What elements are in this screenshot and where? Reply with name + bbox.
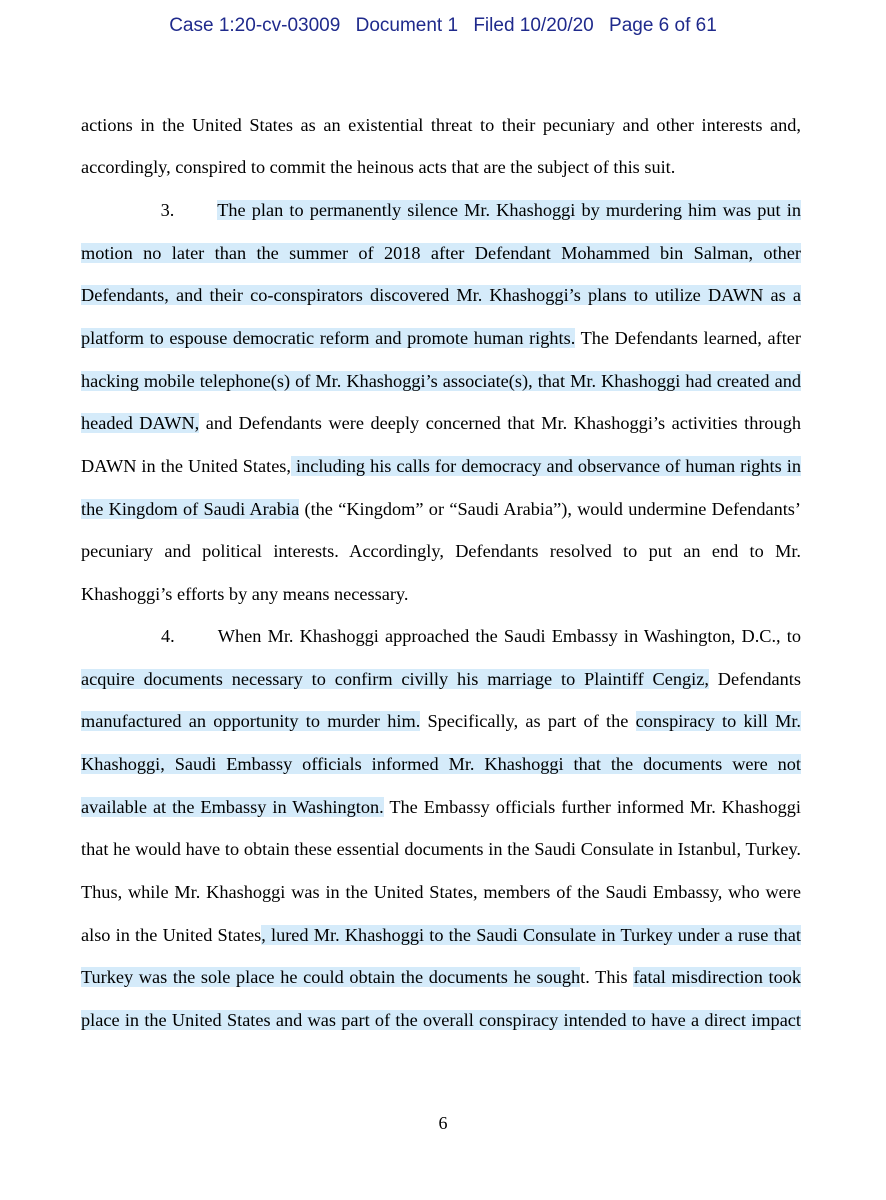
text-segment: t. This <box>580 967 634 987</box>
text-line <box>81 323 801 353</box>
highlighted-text: motion no later than the summer of 2018 after Defendant Mohammed bin Salman, other <box>81 243 801 263</box>
highlighted-text: available at the Embassy in Washington. <box>81 797 384 817</box>
text-segment: The Embassy officials further informed Mr. Khashoggi <box>383 797 801 817</box>
highlighted-text: fatal misdirection took <box>633 967 801 987</box>
text-line <box>81 621 801 651</box>
text-segment: actions in the United States as an existential threat to their pecuniary and other interests and, <box>81 115 801 135</box>
text-segment: also in the United States <box>81 925 262 945</box>
text-line <box>81 238 801 268</box>
text-line <box>81 706 801 736</box>
text-line <box>81 749 801 779</box>
highlighted-text: Turkey was the sole place he could obtain the documents he sough <box>81 967 581 987</box>
highlighted-text: conspiracy to kill Mr. <box>635 711 801 731</box>
text-line <box>81 451 801 481</box>
text-line <box>81 110 801 140</box>
highlighted-text: headed DAWN, <box>81 413 200 433</box>
text-line <box>81 1005 801 1035</box>
highlighted-text: Defendants, and their co-conspirators discovered Mr. Khashoggi’s plans to utilize DAWN as a <box>81 285 801 305</box>
text-segment: Defendants <box>708 669 801 689</box>
document-number: Document 1 <box>355 15 459 36</box>
case-number: Case 1:20-cv-03009 <box>169 15 341 36</box>
text-segment: Thus, while Mr. Khashoggi was in the United States, members of the Saudi Embassy, who were <box>81 882 801 902</box>
highlighted-text: including his calls for democracy and observance of human rights in <box>291 456 801 476</box>
text-segment: Specifically, as part of the <box>420 711 636 731</box>
text-line <box>81 195 801 225</box>
text-line <box>81 152 801 182</box>
highlighted-text: hacking mobile telephone(s) of Mr. Khashoggi’s associate(s), that Mr. Khashoggi had created and <box>81 371 801 391</box>
highlighted-text: , lured Mr. Khashoggi to the Saudi Consulate in Turkey under a ruse that <box>261 925 801 945</box>
text-line <box>81 792 801 822</box>
page-indicator: Page 6 of 61 <box>609 15 717 36</box>
text-segment: 4. When Mr. Khashoggi approached the Saudi Embassy in Washington, D.C., to <box>81 626 801 646</box>
text-line <box>81 408 801 438</box>
text-segment: and Defendants were deeply concerned that Mr. Khashoggi’s activities through <box>199 413 801 433</box>
text-segment: The Defendants learned, after <box>575 328 801 348</box>
text-line <box>81 834 801 864</box>
text-line <box>81 536 801 566</box>
highlighted-text: platform to espouse democratic reform and promote human rights. <box>81 328 576 348</box>
text-line <box>81 494 801 524</box>
text-line <box>81 366 801 396</box>
text-line <box>81 280 801 310</box>
text-line <box>81 579 801 609</box>
text-segment: 3. <box>81 200 218 220</box>
text-line <box>81 664 801 694</box>
text-segment: Khashoggi’s efforts by any means necessary. <box>81 584 409 604</box>
text-segment: that he would have to obtain these essential documents in the Saudi Consulate in Istanbul, Turkey. <box>81 839 801 859</box>
filed-date: Filed 10/20/20 <box>473 15 594 36</box>
highlighted-text: place in the United States and was part of the overall conspiracy intended to have a direct impact <box>81 1010 801 1030</box>
text-segment: (the “Kingdom” or “Saudi Arabia”), would undermine Defendants’ <box>299 499 802 519</box>
highlighted-text: The plan to permanently silence Mr. Khashoggi by murdering him was put in <box>217 200 801 220</box>
highlighted-text: acquire documents necessary to confirm civilly his marriage to Plaintiff Cengiz, <box>81 669 709 689</box>
text-line <box>81 920 801 950</box>
case-header <box>0 15 886 37</box>
text-segment: accordingly, conspired to commit the heinous acts that are the subject of this suit. <box>81 157 676 177</box>
highlighted-text: manufactured an opportunity to murder him. <box>81 711 421 731</box>
text-line <box>81 962 801 992</box>
highlighted-text: Khashoggi, Saudi Embassy officials informed Mr. Khashoggi that the documents were not <box>81 754 801 774</box>
text-segment: pecuniary and political interests. Accordingly, Defendants resolved to put an end to Mr. <box>81 541 801 561</box>
text-line <box>81 877 801 907</box>
text-segment: DAWN in the United States, <box>81 456 291 476</box>
page-number: 6 <box>438 1113 448 1133</box>
highlighted-text: the Kingdom of Saudi Arabia <box>81 499 300 519</box>
